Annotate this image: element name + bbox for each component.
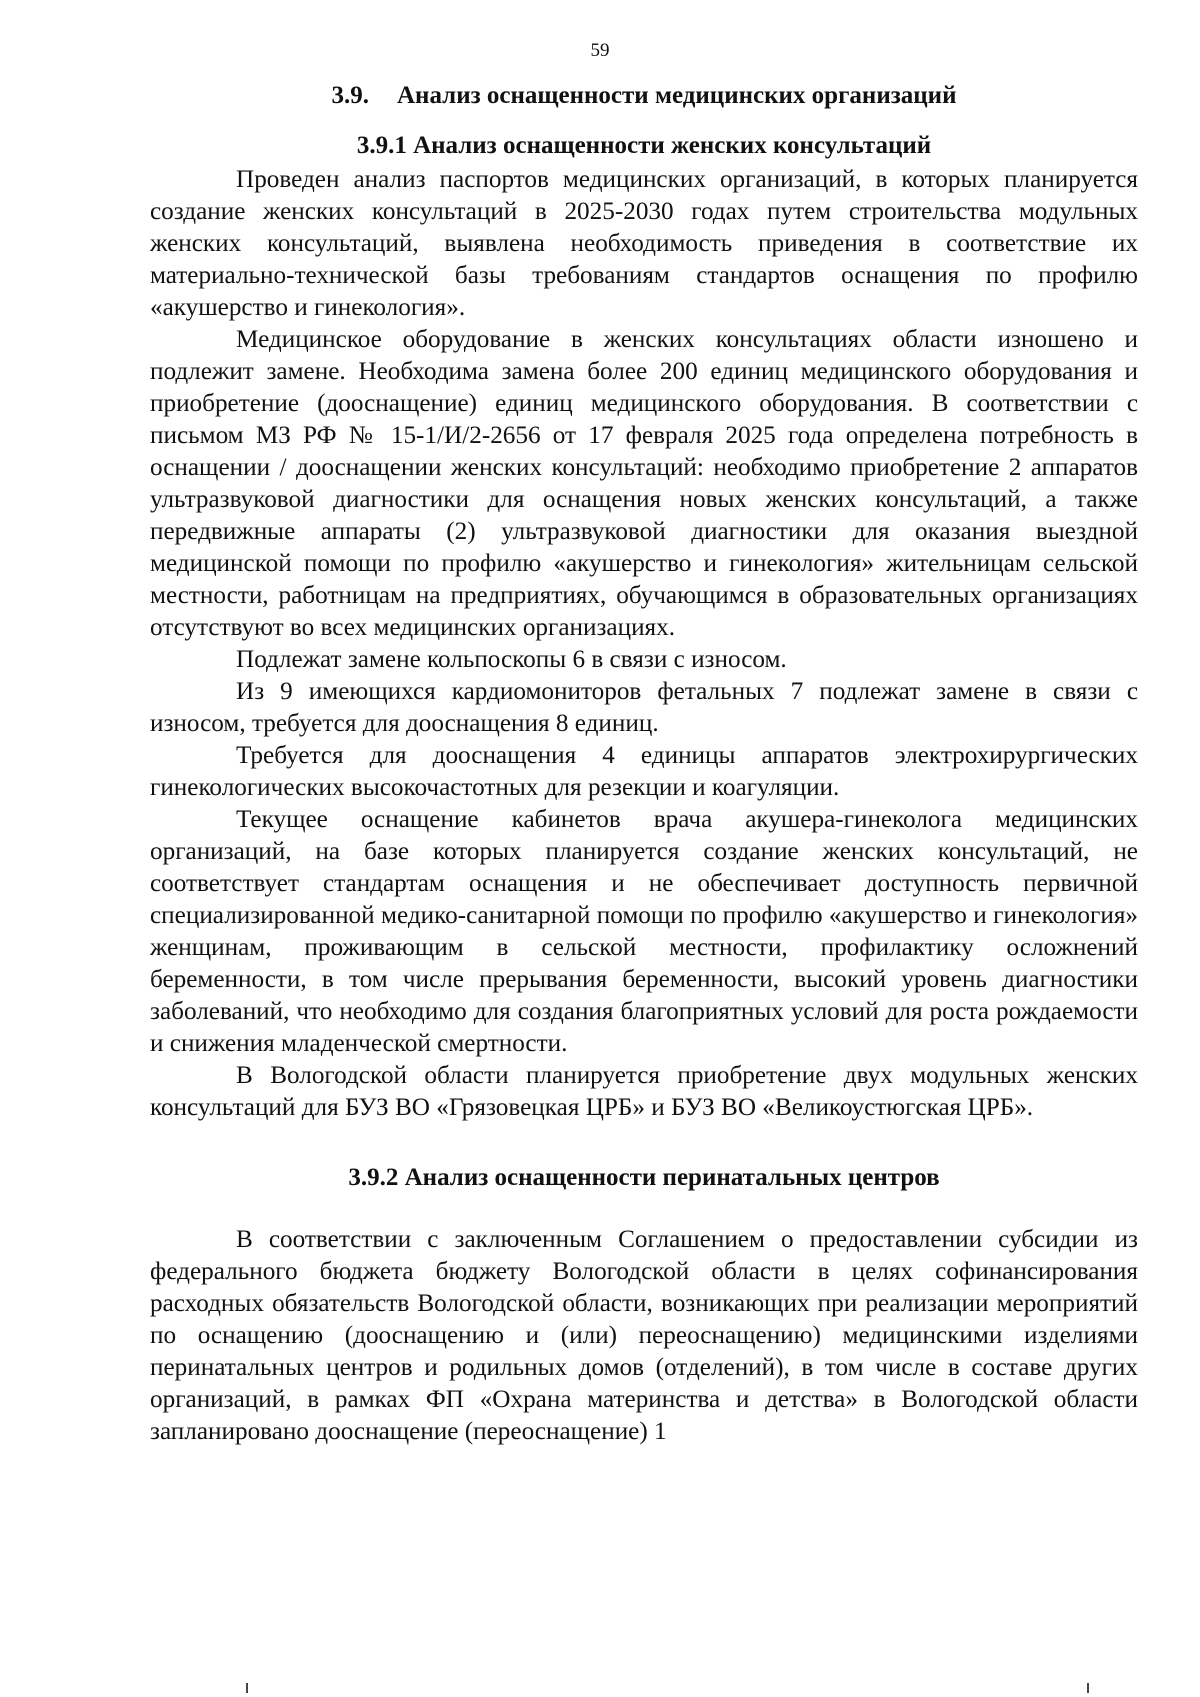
section-heading	[150, 78, 1138, 114]
subsection-2-heading: 3.9.2 Анализ оснащенности перинатальных центров	[348, 1164, 940, 1191]
scan-mark	[1087, 1683, 1089, 1693]
paragraph: Текущее оснащение кабинетов врача акушера-гинеколога медицинских организаций, на базе которых планируется создание женских консультаций, не соответствует стандартам оснащения и не обеспечивает доступность первичной специализированной медико-санитарной помощи по профилю «акушерство и гинекология» женщинам, проживающим в сельской местности, профилактику осложнений беременности, в том числе прерывания беременности, высокий уровень диагностики заболеваний, что необходимо для создания благоприятных условий для роста рождаемости и снижения младенческой смертности.	[150, 806, 1138, 1057]
scan-mark	[246, 1683, 248, 1693]
section-number: 3.9.	[331, 82, 369, 109]
paragraph: В соответствии с заключенным Соглашением о предоставлении субсидии из федерального бюджета бюджету Вологодской области в целях софинансирования расходных обязательств Вологодской области, возникающих при реализации мероприятий по оснащению (дооснащению и (или) переоснащению) медицинскими изделиями перинатальных центров и родильных домов (отделений), в том числе в составе других организаций, в рамках ФП «Охрана материнства и детства» в Вологодской области запланировано дооснащение (переоснащение) 1	[150, 1226, 1138, 1445]
section-title: Анализ оснащенности медицинских организаций	[397, 82, 957, 109]
document-body	[150, 78, 1138, 1448]
paragraph: Требуется для дооснащения 4 единицы аппаратов электрохирургических гинекологических высокочастотных для резекции и коагуляции.	[150, 742, 1138, 801]
page-number: 59	[590, 40, 610, 61]
paragraph: Из 9 имеющихся кардиомониторов фетальных 7 подлежат замене в связи с износом, требуется для дооснащения 8 единиц.	[150, 678, 1138, 737]
paragraph: Медицинское оборудование в женских консультациях области изношено и подлежит замене. Необходима замена более 200 единиц медицинского оборудования и приобретение (дооснащение) единиц медицинского оборудования. В соответствии с письмом МЗ РФ № 15-1/И/2-2656 от 17 февраля 2025 года определена потребность в оснащении / дооснащении женских консультаций: необходимо приобретение 2 аппаратов ультразвуковой диагностики для оснащения новых женских консультаций, а также передвижные аппараты (2) ультразвуковой диагностики для оказания выездной медицинской помощи по профилю «акушерство и гинекология» жительницам сельской местности, работницам на предприятиях, обучающимся в образовательных организациях отсутствуют во всех медицинских организациях.	[150, 326, 1138, 641]
paragraph: Проведен анализ паспортов медицинских организаций, в которых планируется создание женских консультаций в 2025-2030 годах путем строительства модульных женских консультаций, выявлена необходимость приведения в соответствие их материально-технической базы требованиям стандартов оснащения по профилю «акушерство и гинекология».	[150, 166, 1138, 321]
subsection-1-heading: 3.9.1 Анализ оснащенности женских консультаций	[356, 132, 932, 159]
paragraph: В Вологодской области планируется приобретение двух модульных женских консультаций для БУЗ ВО «Грязовецкая ЦРБ» и БУЗ ВО «Великоустюгская ЦРБ».	[150, 1062, 1138, 1121]
paragraph: Подлежат замене кольпоскопы 6 в связи с износом.	[236, 646, 787, 673]
